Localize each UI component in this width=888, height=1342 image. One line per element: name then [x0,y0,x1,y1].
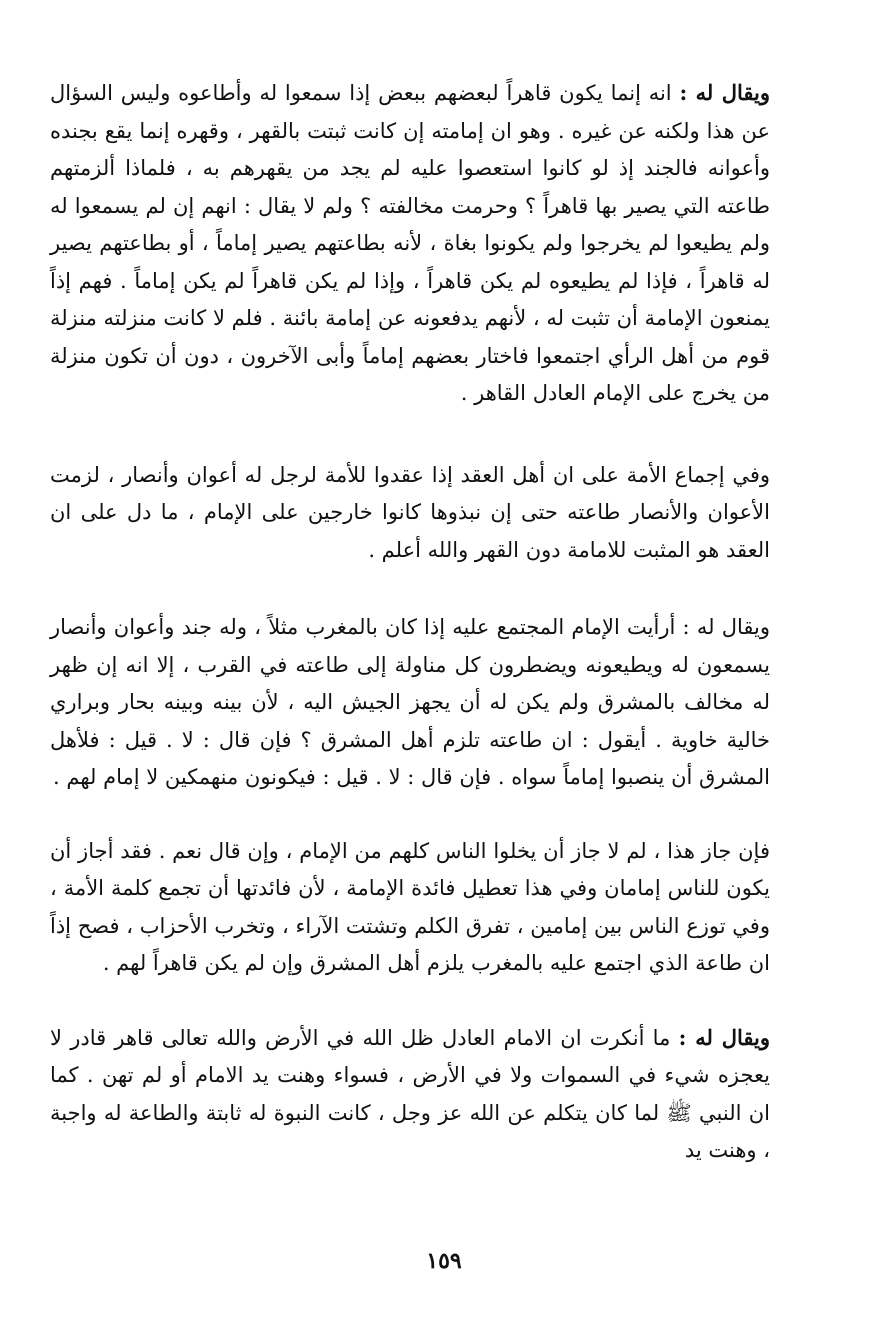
paragraph-lead: ويقال له : [678,1024,770,1050]
paragraph-text: ما أنكرت ان الامام العادل ظل الله في الأرض والله تعالى قاهر قادر لا يعجزه شيء في السموات ولا في الأرض ، فسواء وهنت يد الامام أو لم تهن . كما ان النبي ﷺ لما كان يتكلم عن الله عز وجل ، كانت النبوة له ثابتة والطاعة له واجبة ، وهنت يد [50,1025,770,1162]
paragraph-text: انه إنما يكون قاهراً لبعضهم ببعض إذا سمعوا له وأطاعوه وليس السؤال عن هذا ولكنه عن غيره . وهو ان إمامته إن كانت ثبتت بالقهر ، وقهره إنما يقع بجنده وأعوانه فالجند إذ لو كانوا استعصوا عليه لم يجد من يقهرهم به ، فلماذا ألزمتهم طاعته التي يصير بها قاهراً ؟ وحرمت مخالفته ؟ ولم لا يقال : انهم إن لم يسمعوا له ولم يطيعوا لم يخرجوا ولم يكونوا بغاة ، لأنه بطاعتهم يصير إماماً ، أو بطاعتهم يصير له قاهراً ، فإذا لم يطيعوه لم يكن قاهراً ، وإذا لم يكن قاهراً لم يكن إماماً . فهم إذاً يمنعون الإمامة أن تثبت له ، لأنهم يدفعونه عن إمامة بائنة . فلم لا كانت منزلته منزلة قوم من أهل الرأي اجتمعوا فاختار بعضهم إماماً وأبى الآخرون ، دون أن تكون منزلة من يخرج على الإمام العادل القاهر . [50,81,770,405]
paragraph-gap [50,983,770,1019]
paragraph-lead: ويقال له : [679,80,771,105]
paragraph-1 [50,74,770,413]
paragraph-gap [50,413,770,457]
paragraph-gap [50,569,770,609]
paragraph-gap [50,797,770,833]
paragraph-5 [50,1019,770,1170]
paragraph-4 [50,833,770,983]
paragraph-text: ويقال له : أرأيت الإمام المجتمع عليه إذا كان بالمغرب مثلاً ، وله جند وأعوان وأنصار يسمعون له ويطيعونه ويضطرون كل مناولة إلى طاعته في القرب ، إلا انه إن ظهر له مخالف بالمشرق ولم يكن له أن يجهز الجيش اليه ، لأن بينه وبينه بحار وبراري خالية خاوية . أيقول : ان طاعته تلزم أهل المشرق ؟ فإن قال : لا . قيل : فلأهل المشرق أن ينصبوا إماماً سواه . فإن قال : لا . قيل : فيكونون منهمكين لا إمام لهم . [50,615,770,789]
paragraph-2 [50,457,770,570]
paragraph-text: فإن جاز هذا ، لم لا جاز أن يخلوا الناس كلهم من الإمام ، وإن قال نعم . فقد أجاز أن يكون للناس إمامان وفي هذا تعطيل فائدة الإمامة ، لأن فائدتها أن تجمع كلمة الأمة ، وفي توزع الناس بين إمامين ، تفرق الكلم وتشتت الآراء ، وتخرب الأحزاب ، فصح إذاً ان طاعة الذي اجتمع عليه بالمغرب يلزم أهل المشرق وإن لم يكن قاهراً لهم . [50,838,770,975]
paragraph-text: وفي إجماع الأمة على ان أهل العقد إذا عقدوا للأمة لرجل له أعوان وأنصار ، لزمت الأعوان والأنصار طاعته حتى إن نبذوها كانوا خارجين على الإمام ، ما دل على ان العقد هو المثبت للامامة دون القهر والله أعلم . [50,462,770,562]
page-number: ١٥٩ [426,1248,462,1274]
paragraph-3 [50,609,770,797]
body-text [50,74,770,1170]
